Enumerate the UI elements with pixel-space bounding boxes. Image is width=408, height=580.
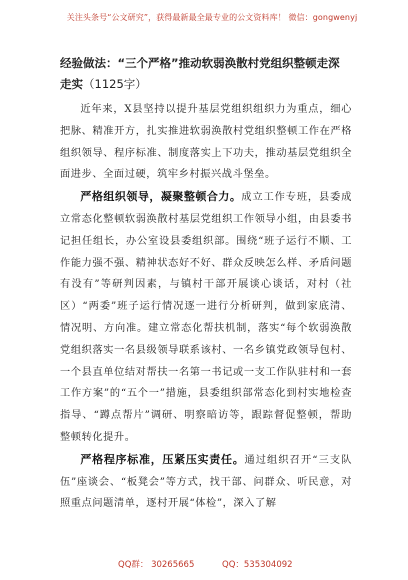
qq-group-number: QQ群： 30265665	[118, 560, 195, 570]
article-body	[60, 98, 352, 515]
article-title-line1: 经验做法：“三个严格”推动软弱涣散村党组织整顿走深	[60, 56, 340, 70]
paragraph-text: 近年来，X县坚持以提升基层党组织组织力为重点，细心把脉、精准开方，扎实推进软弱涣散村党组织整顿工作在严格组织领导、程序标准、制度落实上下功夫，推动基层党组织全面进步、全面过硬，筑牢乡村振兴战斗堡垒。	[60, 104, 352, 181]
paragraph-procedure	[60, 449, 352, 515]
header-banner: 关注头条号“公文研究”，获得最新最全最专业的公文资料库！ 微信：gongwenyj	[66, 13, 358, 22]
paragraph-text: 通过组织召开“三支队伍”座谈会、“板凳会”等方式，找干部、问群众、听民意，对照重点问题清单，逐村开展“体检”，深入了解	[60, 454, 352, 510]
article-title-line2: 走实	[60, 77, 83, 91]
article-title-continued	[60, 74, 360, 95]
paragraph-organization	[60, 186, 352, 449]
paragraph-intro	[60, 98, 352, 186]
qq-number: QQ：535304092	[222, 560, 293, 570]
paragraph-text: 成立工作专班，县委成立常态化整顿软弱涣散村基层党组织工作领导小组，由县委书记担任组长，办公室设县委组织部。围绕“班子运行不顺、工作能力强不强、精神状态好不好、群众反映怎么样、矛盾问题有没有”等研判因素，与镇村干部开展谈心谈话，对村（社区）“两委”班子运行情况逐一进行分析研判，做到家底清、情况明、方向准。建立常态化帮扶机制，落实“每个软弱涣散党组织落实一名县级领导联系该村、一名乡镇党政领导包村、一个县直单位结对帮扶一名第一书记或一支工作队驻村和一套工作方案”的“五个一”措施，县委组织部常态化到村实地检查指导、“蹲点帮片”调研、明察暗访等，跟踪督促整顿，帮助整顿转化提升。	[60, 192, 352, 443]
paragraph-lead: 严格组织领导，凝聚整顿合力。	[80, 190, 242, 204]
article-title	[60, 53, 360, 74]
word-count: （1125字）	[83, 77, 147, 91]
paragraph-lead: 严格程序标准，压紧压实责任。	[80, 452, 245, 466]
